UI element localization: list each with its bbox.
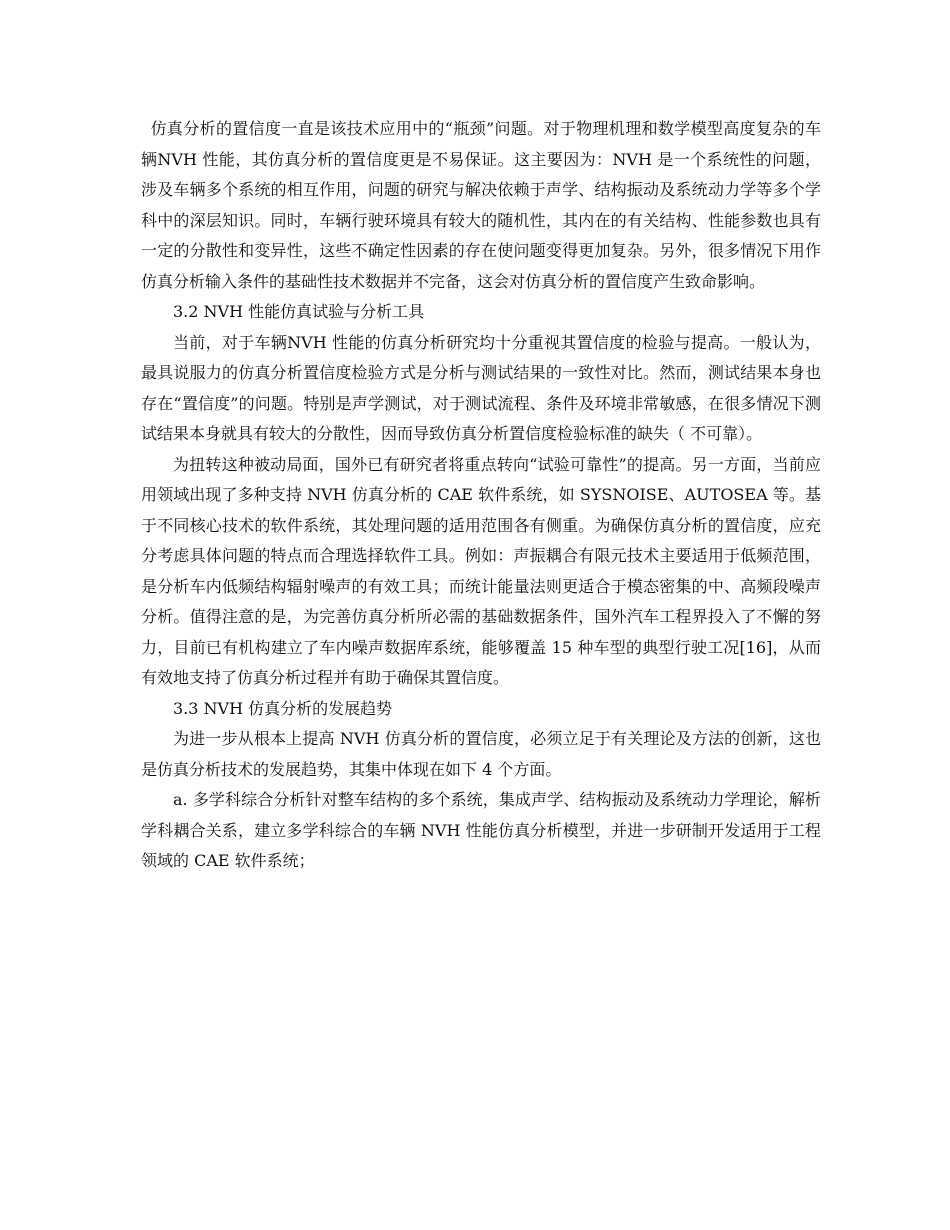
paragraph-multidisciplinary-analysis: a. 多学科综合分析针对整车结构的多个系统，集成声学、结构振动及系统动力学理论，解析学科耦合关系，建立多学科综合的车辆 NVH 性能仿真分析模型，并进一步研制开发适用于工程领域的 CAE 软件系统； [141, 790, 821, 870]
paragraph-cae-software-tools: 为扭转这种被动局面，国外已有研究者将重点转向“试验可靠性”的提高。另一方面，当前应用领域出现了多种支持 NVH 仿真分析的 CAE 软件系统，如 SYSNOISE、AUTOSEA 等。基于不同核心技术的软件系统，其处理问题的适用范围各有侧重。为确保仿真分析的置信度，应充分考虑具体问题的特点而合理选择软件工具。例如：声振耦合有限元技术主要适用于低频范围，是分析车内低频结构辐射噪声的有效工具；而统计能量法则更适合于模态密集的中、高频段噪声分析。值得注意的是，为完善仿真分析所必需的基础数据条件，国外汽车工程界投入了不懈的努力，目前已有机构建立了车内噪声数据库系统，能够覆盖 15 种车型的典型行驶工况[16]，从而有效地支持了仿真分析过程并有助于确保其置信度。 [141, 454, 821, 687]
section-heading-3-2: 3.2 NVH 性能仿真试验与分析工具 [173, 302, 425, 321]
section-heading-3-3: 3.3 NVH 仿真分析的发展趋势 [173, 698, 393, 718]
paragraph-reliability-bottleneck: 仿真分析的置信度一直是该技术应用中的“瓶颈”问题。对于物理机理和数学模型高度复杂的车辆NVH 性能，其仿真分析的置信度更是不易保证。这主要因为：NVH 是一个系统性的问题，涉及车辆多个系统的相互作用，问题的研究与解决依赖于声学、结构振动及系统动力学等多个学科中的深层知识。同时，车辆行驶环境具有较大的随机性，其内在的有关结构、性能参数也具有一定的分散性和变异性，这些不确定性因素的存在使问题变得更加复杂。另外，很多情况下用作仿真分析输入条件的基础性技术数据并不完备，这会对仿真分析的置信度产生致命影响。 [141, 119, 821, 291]
paragraph-confidence-verification: 当前，对于车辆NVH 性能的仿真分析研究均十分重视其置信度的检验与提高。一般认为，最具说服力的仿真分析置信度检验方式是分析与测试结果的一致性对比。然而，测试结果本身也存在“置信度”的问题。特别是声学测试，对于测试流程、条件及环境非常敏感，在很多情况下测试结果本身就具有较大的分散性，因而导致仿真分析置信度检验标准的缺失（ 不可靠）。 [141, 332, 821, 443]
paragraph-development-trends: 为进一步从根本上提高 NVH 仿真分析的置信度，必须立足于有关理论及方法的创新，这也是仿真分析技术的发展趋势，其集中体现在如下 4 个方面。 [141, 729, 821, 779]
document-body [141, 114, 821, 877]
